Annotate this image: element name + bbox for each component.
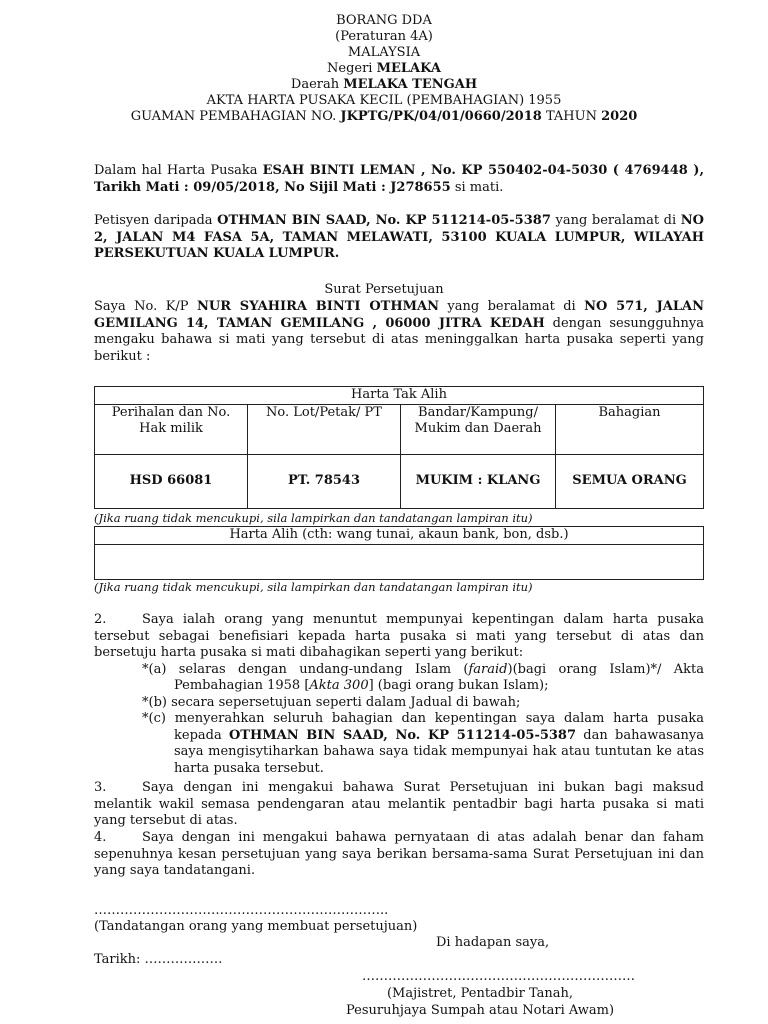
consent-paragraph: Saya No. K/P NUR SYAHIRA BINTI OTHMAN yang beralamat di NO 571, JALAN GEMILANG 14, TAMAN GEMILANG , 06000 JITRA KEDAH dengan sesungguhnya mengaku bahawa si mati yang tersebut di atas meninggalkan harta pusaka seperti yang berikut : xyxy=(94,299,704,364)
movable-property-table xyxy=(94,526,704,580)
col-share: Bahagian xyxy=(556,404,704,454)
movable-title: Harta Alih (cth: wang tunai, akaun bank, bon, dsb.) xyxy=(95,527,704,545)
option-c: *(c) menyerahkan seluruh bahagian dan kepentingan saya dalam harta pusaka kepada OTHMAN BIN SAAD, No. KP 511214-05-5387 dan bahawasanya saya mengisytiharkan bahawa saya tidak mempunyai hak atau tuntutan ke atas harta pusaka tersebut. xyxy=(142,711,704,776)
country: MALAYSIA xyxy=(347,45,421,60)
space-note-2: (Jika ruang tidak mencukupi, sila lampirkan dan tandatangan lampiran itu) xyxy=(94,580,533,594)
option-a: *(a) selaras dengan undang-undang Islam (faraid)(bagi orang Islam)*/ Akta Pembahagian 1958 [Akta 300] (bagi orang bukan Islam); xyxy=(142,661,705,693)
immovable-property-table xyxy=(94,386,704,509)
intro-paragraph: Dalam hal Harta Pusaka ESAH BINTI LEMAN , No. KP 550402-04-5030 ( 4769448 ), Tarikh Mati : 09/05/2018, No Sijil Mati : J278655 si mati. xyxy=(94,163,704,195)
movable-empty-cell xyxy=(95,544,704,579)
act-title: AKTA HARTA PUSAKA KECIL (PEMBAHAGIAN) 1955 xyxy=(206,93,562,108)
form-title: BORANG DDA xyxy=(336,13,432,28)
col-location: Bandar/Kampung/ Mukim dan Daerah xyxy=(401,404,556,454)
state-line: Negeri MELAKA xyxy=(327,61,441,76)
cell-location: MUKIM : KLANG xyxy=(401,454,556,508)
regulation: (Peraturan 4A) xyxy=(335,29,433,44)
witness-title-2: Pesuruhjaya Sumpah atau Notari Awam) xyxy=(345,1003,615,1018)
in-presence-of: Di hadapan saya, xyxy=(436,935,550,950)
deceased-details: ESAH BINTI LEMAN , No. KP 550402-04-5030 ( 4769448 ), Tarikh Mati : 09/05/2018, No Sijil Mati : J278655 xyxy=(94,163,704,195)
para-2-number: 2. xyxy=(94,612,107,627)
date-field: Tarikh: ……………… xyxy=(94,952,223,967)
cell-lot: PT. 78543 xyxy=(248,454,401,508)
witness-title-1: (Majistret, Pentadbir Tanah, xyxy=(386,986,573,1001)
option-b: *(b) secara sepersetujuan seperti dalam Jadual di bawah; xyxy=(142,694,521,710)
petition-paragraph: Petisyen daripada OTHMAN BIN SAAD, No. KP 511214-05-5387 yang beralamat di NO 2, JALAN M4 FASA 5A, TAMAN MELAWATI, 53100 KUALA LUMPUR, WILAYAH PERSEKUTUAN KUALA LUMPUR. xyxy=(94,213,704,261)
case-year: 2020 xyxy=(601,109,638,124)
paragraph-2: 2. Saya ialah orang yang menuntut mempunyai kepentingan dalam harta pusaka tersebut sebagai benefisiari kepada harta pusaka si mati yang tersebut di atas dan bersetuju harta pusaka si mati dibahagikan seperti yang berikut: *(a) selaras dengan undang-undang Islam (faraid)(bagi orang Islam)*/ Akta Pembahagian 1958 [Akta 300] (bagi orang bukan Islam); *(b) secara sepersetujuan seperti dalam Jadual di bawah; *(c) menyerahkan seluruh bahagian dan kepentingan saya dalam harta pusaka kepada OTHMAN BIN SAAD, No. KP 511214-05-5387 dan bahawasanya saya mengisytiharkan bahawa saya tidak mempunyai hak atau tuntutan ke atas harta pusaka tersebut. xyxy=(94,612,704,777)
petitioner-address: NO 2, JALAN M4 FASA 5A, TAMAN MELAWATI, 53100 KUALA LUMPUR, WILAYAH PERSEKUTUAN KUALA LUMPUR. xyxy=(94,213,704,261)
signature-caption: (Tandatangan orang yang membuat persetujuan) xyxy=(94,919,418,934)
case-line: GUAMAN PEMBAHAGIAN NO. JKPTG/PK/04/01/0660/2018 TAHUN 2020 xyxy=(130,109,638,124)
case-number: JKPTG/PK/04/01/0660/2018 xyxy=(340,109,542,124)
col-title-description: Perihalan dan No. Hak milik xyxy=(95,404,248,454)
petitioner-details: OTHMAN BIN SAAD, No. KP 511214-05-5387 xyxy=(217,213,551,228)
paragraph-4: 4. Saya dengan ini mengakui bahawa pernyataan di atas adalah benar dan faham sepenuhnya kesan persetujuan yang saya berikan bersama-sama Surat Persetujuan ini dan yang saya tandatangani. xyxy=(94,830,704,880)
immovable-title: Harta Tak Alih xyxy=(95,387,704,405)
para-4-number: 4. xyxy=(94,830,107,845)
state-value: MELAKA xyxy=(376,61,441,76)
cell-share: SEMUA ORANG xyxy=(556,454,704,508)
col-lot-number: No. Lot/Petak/ PT xyxy=(248,404,401,454)
cell-title-number: HSD 66081 xyxy=(95,454,248,508)
option-c-recipient: OTHMAN BIN SAAD, No. KP 511214-05-5387 xyxy=(228,727,577,743)
consent-title: Surat Persetujuan xyxy=(324,282,444,297)
consenter-name: NUR SYAHIRA BINTI OTHMAN xyxy=(196,299,439,314)
form-header xyxy=(0,13,768,125)
witness-signature-line: ……………………………………………………… xyxy=(362,969,635,984)
signature-line: ………………………………………………………….. xyxy=(94,903,389,918)
paragraph-3: 3. Saya dengan ini mengakui bahawa Surat Persetujuan ini bukan bagi maksud melantik wakil semasa pendengaran atau melantik pentadbir bagi harta pusaka si mati yang tersebut di atas. xyxy=(94,780,704,830)
consenter-address: NO 571, JALAN GEMILANG 14, TAMAN GEMILANG , 06000 JITRA KEDAH xyxy=(94,299,704,331)
para-3-number: 3. xyxy=(94,780,107,795)
space-note-1: (Jika ruang tidak mencukupi, sila lampirkan dan tandatangan lampiran itu) xyxy=(94,511,533,525)
district-value: MELAKA TENGAH xyxy=(343,77,478,92)
district-line: Daerah MELAKA TENGAH xyxy=(290,77,478,92)
